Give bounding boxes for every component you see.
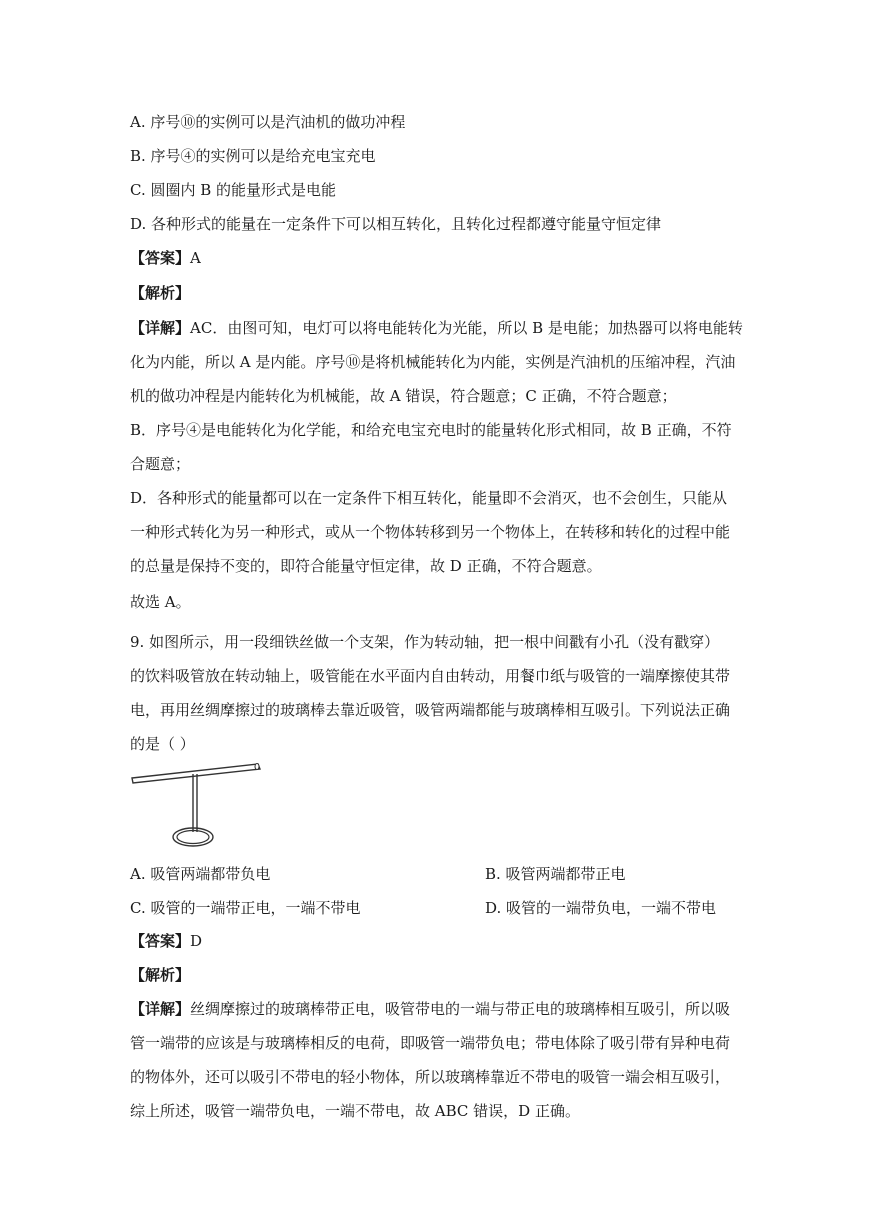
detail-text: AC．由图可知，电灯可以将电能转化为光能，所以 B 是电能；加热器可以将电能转 [190, 319, 743, 337]
q8-analysis-tag: 【解析】 [130, 284, 191, 302]
q8-option-c: C. 圆圈内 B 的能量形式是电能 [130, 181, 337, 199]
q9-stem-line: 的饮料吸管放在转动轴上，吸管能在水平面内自由转动，用餐巾纸与吸管的一端摩擦使其带 [130, 667, 731, 685]
q8-answer [130, 248, 201, 268]
q8-detail-line: 化为内能，所以 A 是内能。序号⑩是将机械能转化为内能，实例是汽油机的压缩冲程，汽油 [130, 353, 736, 371]
answer-value: A [190, 249, 201, 267]
q8-detail-line: 机的做功冲程是内能转化为机械能，故 A 错误，符合题意；C 正确，不符合题意； [130, 387, 677, 405]
wire-base-inner [177, 831, 209, 844]
detail-tag: 【详解】 [130, 319, 191, 337]
q9-option-c: C. 吸管的一端带正电，一端不带电 [130, 899, 361, 917]
q8-option-a: A. 序号⑩的实例可以是汽油机的做功冲程 [130, 113, 406, 131]
q9-stem-line: 的是（ ） [130, 735, 195, 753]
straw-stand-figure [130, 760, 270, 860]
q8-detail-line [130, 318, 743, 338]
q9-detail-line [130, 999, 730, 1019]
q8-option-b: B. 序号④的实例可以是给充电宝充电 [130, 147, 376, 165]
q9-analysis-tag: 【解析】 [130, 966, 191, 984]
q9-detail-line: 管一端带的应该是与玻璃棒相反的电荷，即吸管一端带负电；带电体除了吸引带有异种电荷 [130, 1034, 731, 1052]
answer-tag: 【答案】 [130, 932, 191, 950]
q9-answer [130, 931, 202, 951]
q8-detail-line: D．各种形式的能量都可以在一定条件下相互转化，能量即不会消灭，也不会创生，只能从 [130, 489, 728, 507]
q8-conclusion: 故选 A。 [130, 593, 191, 611]
q8-option-d: D. 各种形式的能量在一定条件下可以相互转化，且转化过程都遵守能量守恒定律 [130, 215, 662, 233]
detail-text: 丝绸摩擦过的玻璃棒带正电，吸管带电的一端与带正电的玻璃棒相互吸引，所以吸 [190, 1000, 731, 1018]
answer-tag: 【答案】 [130, 249, 191, 267]
q8-detail-line: 合题意； [130, 455, 191, 473]
q9-option-d: D. 吸管的一端带负电，一端不带电 [485, 899, 717, 917]
q8-detail-line: B．序号④是电能转化为化学能，和给充电宝充电时的能量转化形式相同，故 B 正确，不符 [130, 421, 732, 439]
q8-detail-line: 的总量是保持不变的，即符合能量守恒定律，故 D 正确，不符合题意。 [130, 557, 602, 575]
q9-stem-line: 电，再用丝绸摩擦过的玻璃棒去靠近吸管，吸管两端都能与玻璃棒相互吸引。下列说法正确 [130, 701, 731, 719]
answer-value: D [190, 932, 203, 950]
q9-option-b: B. 吸管两端都带正电 [485, 865, 626, 883]
straw-end [255, 764, 259, 770]
q9-stem-line: 9. 如图所示，用一段细铁丝做一个支架，作为转动轴，把一根中间戳有小孔（没有戳穿） [130, 633, 720, 651]
straw-shape [132, 764, 260, 783]
detail-tag: 【详解】 [130, 1000, 191, 1018]
q9-option-a: A. 吸管两端都带负电 [130, 865, 271, 883]
q9-detail-line: 的物体外，还可以吸引不带电的轻小物体，所以玻璃棒靠近不带电的吸管一端会相互吸引， [130, 1068, 731, 1086]
q9-detail-line: 综上所述，吸管一端带负电，一端不带电，故 ABC 错误，D 正确。 [130, 1102, 580, 1120]
q8-detail-line: 一种形式转化为另一种形式，或从一个物体转移到另一个物体上，在转移和转化的过程中能 [130, 523, 731, 541]
